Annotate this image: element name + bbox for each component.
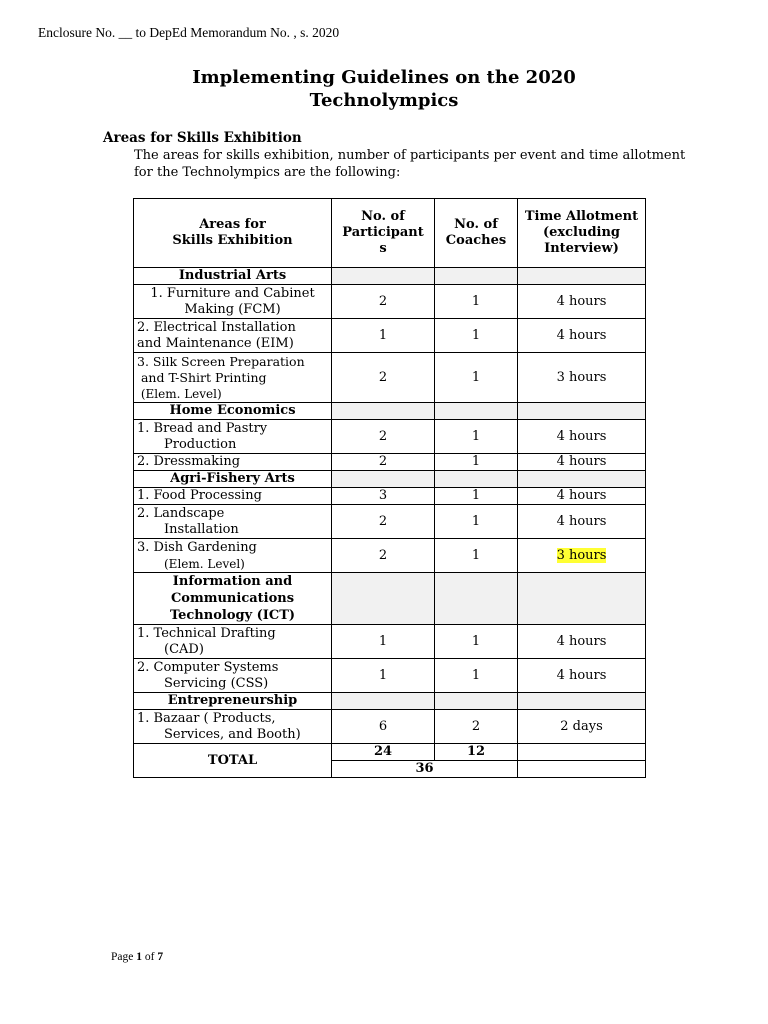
- time-cell: 4 hours: [518, 285, 646, 319]
- page-footer: Page 1 of 7: [111, 951, 164, 963]
- coaches-cell: 1: [435, 285, 518, 319]
- total-label: TOTAL: [134, 744, 332, 778]
- page-total: 7: [157, 951, 164, 963]
- area-cell: 2. Dressmaking: [134, 454, 332, 471]
- coaches-cell: 1: [435, 539, 518, 573]
- coaches-cell: 2: [435, 710, 518, 744]
- total-row: [134, 744, 646, 761]
- category-row: [134, 471, 646, 488]
- participants-cell: 2: [332, 505, 435, 539]
- participants-cell: 6: [332, 710, 435, 744]
- table-row: [134, 539, 646, 573]
- total-participants: 24: [332, 744, 435, 761]
- time-cell: 3 hours: [518, 353, 646, 403]
- area-cell: 2. Computer Systems Servicing (CSS): [134, 659, 332, 693]
- header-time-allotment: Time Allotment (excluding Interview): [518, 199, 646, 268]
- category-row: [134, 268, 646, 285]
- table-row: [134, 319, 646, 353]
- participants-cell: 2: [332, 454, 435, 471]
- time-cell: 4 hours: [518, 659, 646, 693]
- coaches-cell: 1: [435, 505, 518, 539]
- category-agri-fishery-arts: Agri-Fishery Arts: [134, 471, 332, 488]
- participants-cell: 1: [332, 319, 435, 353]
- area-cell: 2. Landscape Installation: [134, 505, 332, 539]
- coaches-cell: 1: [435, 319, 518, 353]
- category-industrial-arts: Industrial Arts: [134, 268, 332, 285]
- time-cell: 4 hours: [518, 420, 646, 454]
- participants-cell: 1: [332, 659, 435, 693]
- time-cell: 4 hours: [518, 505, 646, 539]
- coaches-cell: 1: [435, 659, 518, 693]
- participants-cell: 3: [332, 488, 435, 505]
- category-entrepreneurship: Entrepreneurship: [134, 693, 332, 710]
- table-row: [134, 710, 646, 744]
- section-heading: Areas for Skills Exhibition: [103, 130, 302, 146]
- area-cell: 3. Silk Screen Preparation and T-Shirt Printing (Elem. Level): [134, 353, 332, 403]
- participants-cell: 2: [332, 420, 435, 454]
- participants-cell: 2: [332, 285, 435, 319]
- area-cell: 1. Bazaar ( Products, Services, and Booth): [134, 710, 332, 744]
- area-cell: 1. Bread and Pastry Production: [134, 420, 332, 454]
- category-row: [134, 403, 646, 420]
- table-row: [134, 353, 646, 403]
- time-cell: 4 hours: [518, 488, 646, 505]
- time-cell: 4 hours: [518, 454, 646, 471]
- table-header-row: [134, 199, 646, 268]
- table-row: [134, 625, 646, 659]
- header-areas: Areas for Skills Exhibition: [134, 199, 332, 268]
- area-cell: 1. Furniture and Cabinet Making (FCM): [134, 285, 332, 319]
- table-row: [134, 659, 646, 693]
- header-coaches: No. of Coaches: [435, 199, 518, 268]
- participants-cell: 1: [332, 625, 435, 659]
- highlighted-time: 3 hours: [556, 547, 607, 563]
- category-row: [134, 573, 646, 625]
- category-row: [134, 693, 646, 710]
- table-row: [134, 454, 646, 471]
- table-row: [134, 505, 646, 539]
- enclosure-header: Enclosure No. __ to DepEd Memorandum No. , s. 2020: [38, 25, 340, 40]
- area-cell: 2. Electrical Installation and Maintenance (EIM): [134, 319, 332, 353]
- participants-cell: 2: [332, 539, 435, 573]
- participants-cell: 2: [332, 353, 435, 403]
- title-line-1: Implementing Guidelines on the 2020: [192, 67, 576, 88]
- page-number: 1: [136, 951, 142, 963]
- table-row: [134, 488, 646, 505]
- total-coaches: 12: [435, 744, 518, 761]
- intro-paragraph: The areas for skills exhibition, number of participants per event and time allotment for the Technolympics are the following:: [134, 148, 686, 180]
- area-cell: 1. Technical Drafting (CAD): [134, 625, 332, 659]
- time-cell: [518, 539, 646, 573]
- area-cell: 3. Dish Gardening (Elem. Level): [134, 539, 332, 573]
- coaches-cell: 1: [435, 625, 518, 659]
- coaches-cell: 1: [435, 420, 518, 454]
- grand-total: 36: [332, 761, 518, 778]
- time-cell: 2 days: [518, 710, 646, 744]
- time-cell: 4 hours: [518, 319, 646, 353]
- coaches-cell: 1: [435, 454, 518, 471]
- category-home-economics: Home Economics: [134, 403, 332, 420]
- skills-exhibition-table: [133, 198, 646, 778]
- table-row: [134, 285, 646, 319]
- title-line-2: Technolympics: [309, 90, 459, 111]
- coaches-cell: 1: [435, 488, 518, 505]
- category-ict: Information and Communications Technology (ICT): [134, 573, 332, 625]
- header-participants: No. of Participant s: [332, 199, 435, 268]
- document-title: [0, 66, 768, 112]
- table-row: [134, 420, 646, 454]
- area-cell: 1. Food Processing: [134, 488, 332, 505]
- coaches-cell: 1: [435, 353, 518, 403]
- time-cell: 4 hours: [518, 625, 646, 659]
